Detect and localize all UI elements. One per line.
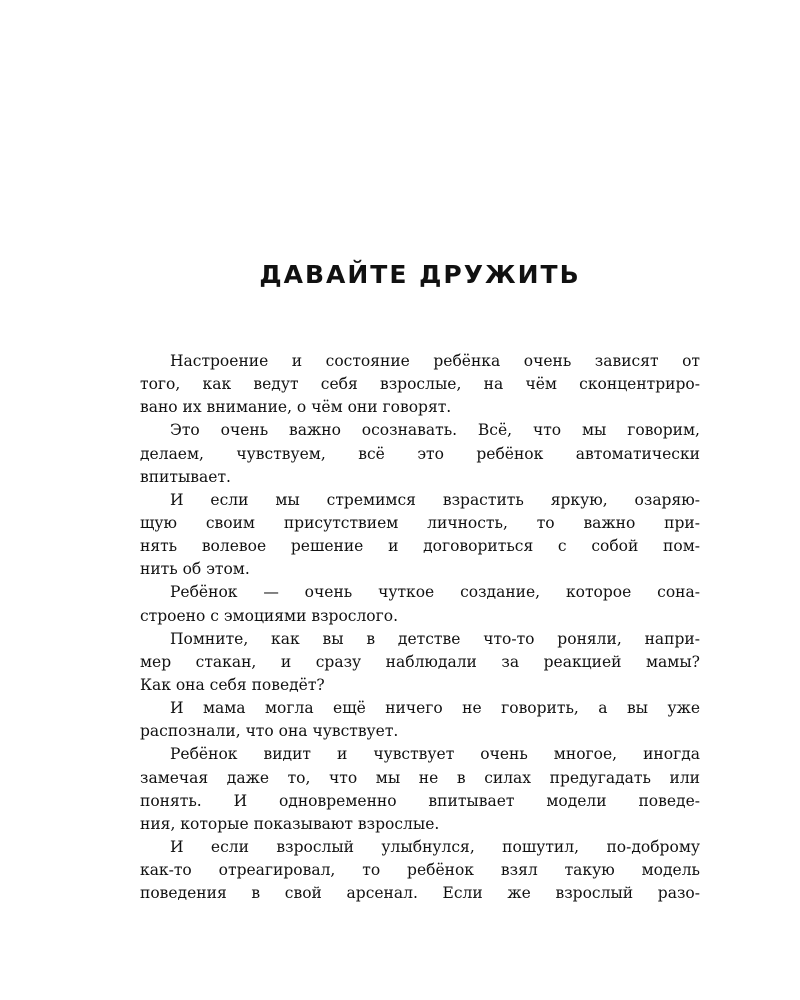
paragraph [140,581,700,627]
text-line: мер стакан, и сразу наблюдали за реакцией мамы? [140,652,700,671]
text-line: замечая даже то, что мы не в силах предугадать или [140,768,700,787]
text-line: нить об этом. [140,560,250,579]
text-line: как-то отреагировал, то ребёнок взял такую модель [140,861,700,880]
text-line: И если мы стремимся взрастить яркую, озаряю- [170,490,700,509]
chapter-body [140,350,700,905]
paragraph [140,743,700,836]
text-line: И мама могла ещё ничего не говорить, а вы уже [170,699,700,718]
text-line: Ребёнок видит и чувствует очень многое, иногда [170,745,700,764]
paragraph [140,697,700,743]
paragraph [140,628,700,697]
paragraph [140,419,700,488]
text-line: Как она себя поведёт? [140,675,325,694]
text-line: щую своим присутствием личность, то важно при- [140,513,700,532]
text-line: нять волевое решение и договориться с собой пом- [140,537,700,556]
text-line: ния, которые показывают взрослые. [140,814,440,833]
text-line: поведения в свой арсенал. Если же взрослый разо- [140,884,700,903]
text-line: понять. И одновременно впитывает модели поведе- [140,791,700,810]
text-line: распознали, что она чувствует. [140,722,399,741]
text-line: Это очень важно осознавать. Всё, что мы говорим, [170,421,700,440]
paragraph [140,350,700,419]
text-line: того, как ведут себя взрослые, на чём сконцентриро- [140,375,700,394]
text-line: делаем, чувствуем, всё это ребёнок автоматически [140,444,700,463]
text-line: строено с эмоциями взрослого. [140,606,399,625]
chapter-title: ДАВАЙТЕ ДРУЖИТЬ [259,260,581,289]
text-line: Настроение и состояние ребёнка очень зависят от [170,352,700,370]
text-line: вано их внимание, о чём они говорят. [140,398,452,417]
text-line: впитывает. [140,467,231,486]
text-line: Ребёнок — очень чуткое создание, которое сона- [170,583,700,602]
paragraph [140,836,700,905]
text-line: Помните, как вы в детстве что-то роняли, напри- [170,629,700,648]
paragraph [140,489,700,582]
text-line: И если взрослый улыбнулся, пошутил, по-доброму [170,837,700,856]
